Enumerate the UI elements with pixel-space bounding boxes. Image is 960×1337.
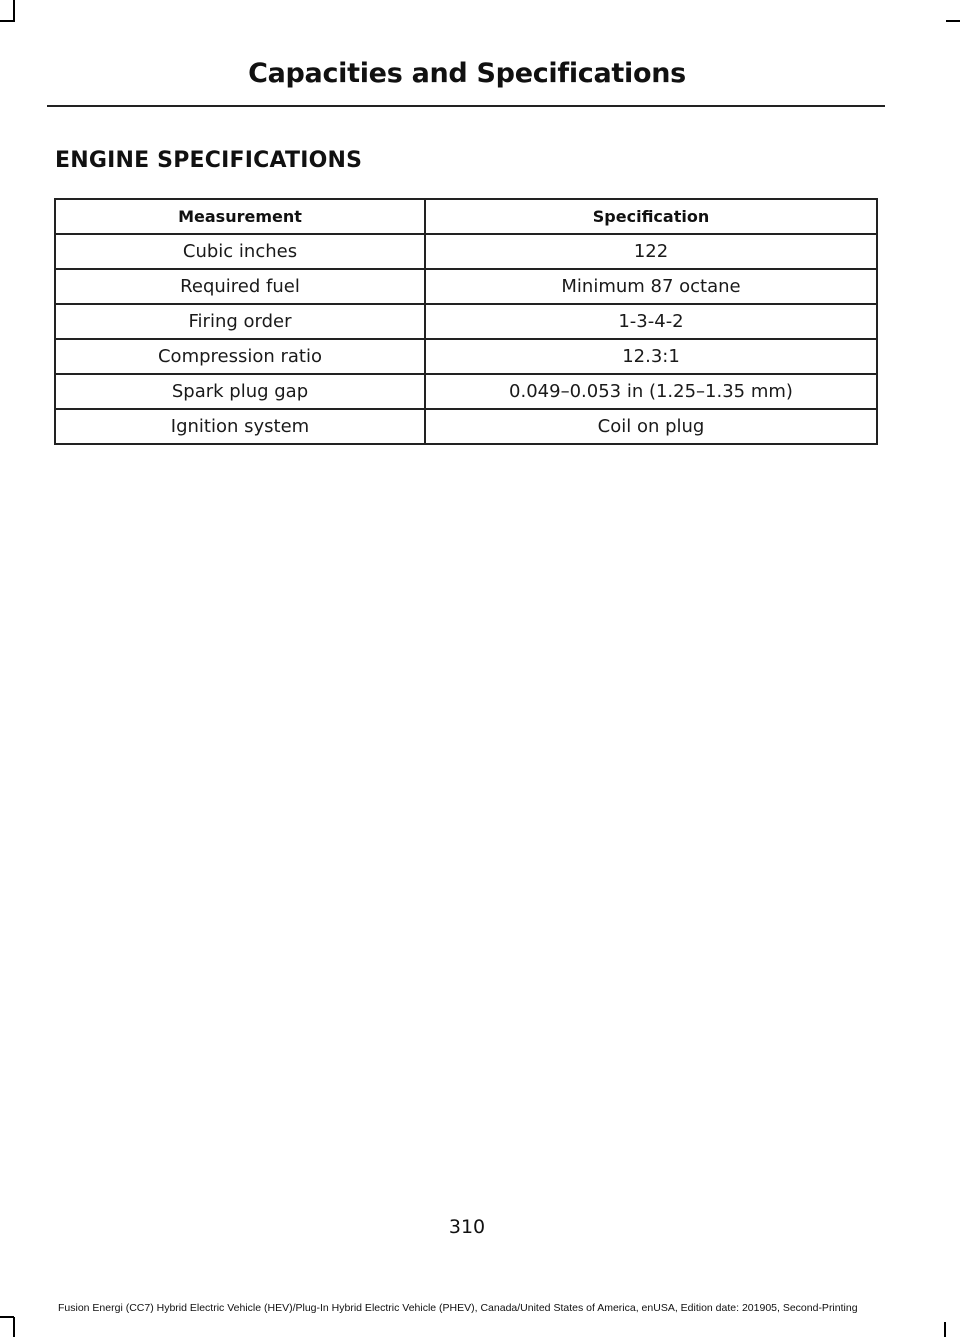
specification-cell: 12.3:1 — [425, 339, 877, 374]
crop-mark-top-left-horizontal — [0, 20, 14, 22]
table-row — [55, 234, 877, 269]
engine-specifications-table — [54, 198, 878, 445]
measurement-cell: Required fuel — [55, 269, 425, 304]
header-divider — [47, 105, 885, 107]
table-header-row — [55, 199, 877, 234]
specification-cell: 122 — [425, 234, 877, 269]
specification-cell: Minimum 87 octane — [425, 269, 877, 304]
crop-mark-bottom-right-vertical — [944, 1322, 946, 1337]
measurement-cell: Compression ratio — [55, 339, 425, 374]
measurement-cell: Firing order — [55, 304, 425, 339]
crop-mark-top-left-vertical — [13, 0, 15, 22]
footer-edition-text: Fusion Energi (CC7) Hybrid Electric Vehicle (HEV)/Plug-In Hybrid Electric Vehicle (PHEV), Canada/United States of America, enUSA, Edition date: 201905, Second-Printing — [58, 1302, 858, 1314]
crop-mark-bottom-left-vertical — [13, 1317, 15, 1337]
specification-cell: 0.049–0.053 in (1.25–1.35 mm) — [425, 374, 877, 409]
column-header-specification: Specification — [425, 199, 877, 234]
measurement-cell: Spark plug gap — [55, 374, 425, 409]
specification-cell: 1-3-4-2 — [425, 304, 877, 339]
table-row — [55, 304, 877, 339]
table-row — [55, 409, 877, 444]
specification-cell: Coil on plug — [425, 409, 877, 444]
crop-mark-bottom-left-horizontal — [0, 1316, 14, 1318]
column-header-measurement: Measurement — [55, 199, 425, 234]
table-row — [55, 269, 877, 304]
chapter-title: Capacities and Specifications — [248, 58, 686, 89]
crop-mark-top-right-horizontal — [946, 20, 960, 22]
page-number: 310 — [448, 1216, 486, 1238]
table-row — [55, 374, 877, 409]
section-title: ENGINE SPECIFICATIONS — [55, 148, 363, 173]
measurement-cell: Cubic inches — [55, 234, 425, 269]
measurement-cell: Ignition system — [55, 409, 425, 444]
table-row — [55, 339, 877, 374]
